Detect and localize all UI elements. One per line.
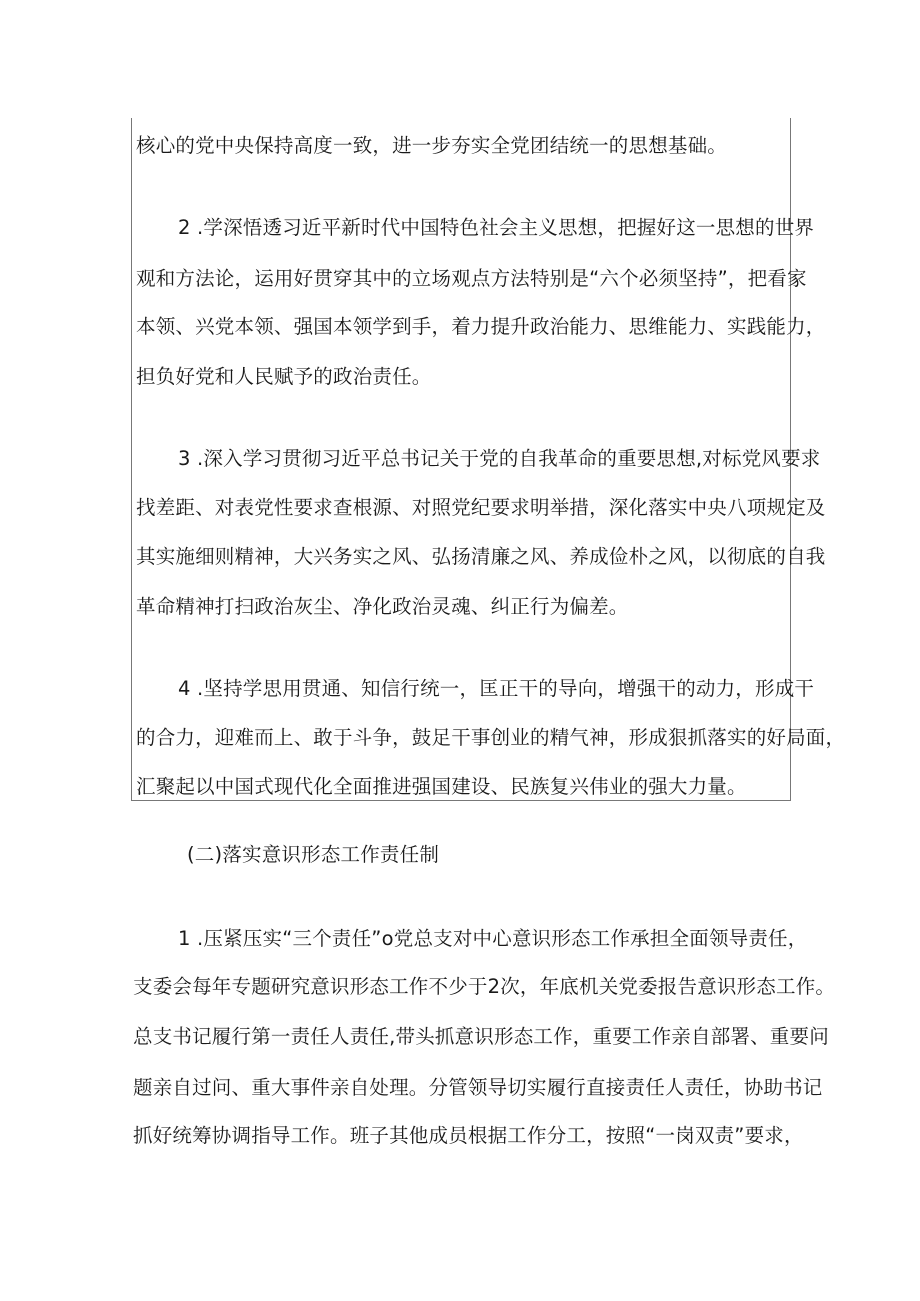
paragraph-line: 1 .压紧压实“三个责任”o党总支对中心意识形态工作承担全面领导责任， [178, 927, 808, 950]
paragraph-line: 3 .深入学习贯彻习近平总书记关于党的自我革命的重要思想,对标党风要求 [178, 447, 821, 470]
paragraph-line: 革命精神打扫政治灰尘、净化政治灵魂、纠正行为偏差。 [136, 595, 629, 618]
paragraph-line: 核心的党中央保持高度一致，进一步夯实全党团结统一的思想基础。 [136, 134, 728, 157]
paragraph-line: 总支书记履行第一责任人责任,带头抓意识形态工作，重要工作亲自部署、重要问 [133, 1025, 829, 1048]
paragraph-line: 4 .坚持学思用贯通、知信行统一，匡正干的导向，增强干的动力，形成干 [178, 677, 815, 700]
paragraph-line: 抓好统筹协调指导工作。班子其他成员根据工作分工，按照“一岗双责”要求， [133, 1124, 804, 1147]
paragraph-line: 找差距、对表党性要求查根源、对照党纪要求明举措，深化落实中央八项规定及 [136, 496, 826, 519]
paragraph-line: 担负好党和人民赋予的政治责任。 [136, 365, 432, 388]
paragraph-line: 汇聚起以中国式现代化全面推进强国建设、民族复兴伟业的强大力量。 [136, 775, 747, 798]
paragraph-line: 的合力，迎难而上、敢于斗争，鼓足干事创业的精气神，形成狠抓落实的好局面， [136, 726, 846, 749]
paragraph-line: 本领、兴党本领、强国本领学到手，着力提升政治能力、思维能力、实践能力， [136, 315, 826, 338]
section-heading: (二)落实意识形态工作责任制 [187, 843, 440, 866]
paragraph-line: 其实施细则精神，大兴务实之风、弘扬清廉之风、养成俭朴之风，以彻底的自我 [136, 545, 826, 568]
paragraph-line: 题亲自过问、重大事件亲自处理。分管领导切实履行直接责任人责任，协助书记 [133, 1076, 823, 1099]
paragraph-line: 2 .学深悟透习近平新时代中国特色社会主义思想，把握好这一思想的世界 [178, 216, 815, 239]
paragraph-line: 观和方法论，运用好贯穿其中的立场观点方法特别是“六个必须坚持”，把看家 [136, 267, 807, 290]
paragraph-line: 支委会每年专题研究意识形态工作不少于2次，年底机关党委报告意识形态工作。 [133, 975, 836, 998]
